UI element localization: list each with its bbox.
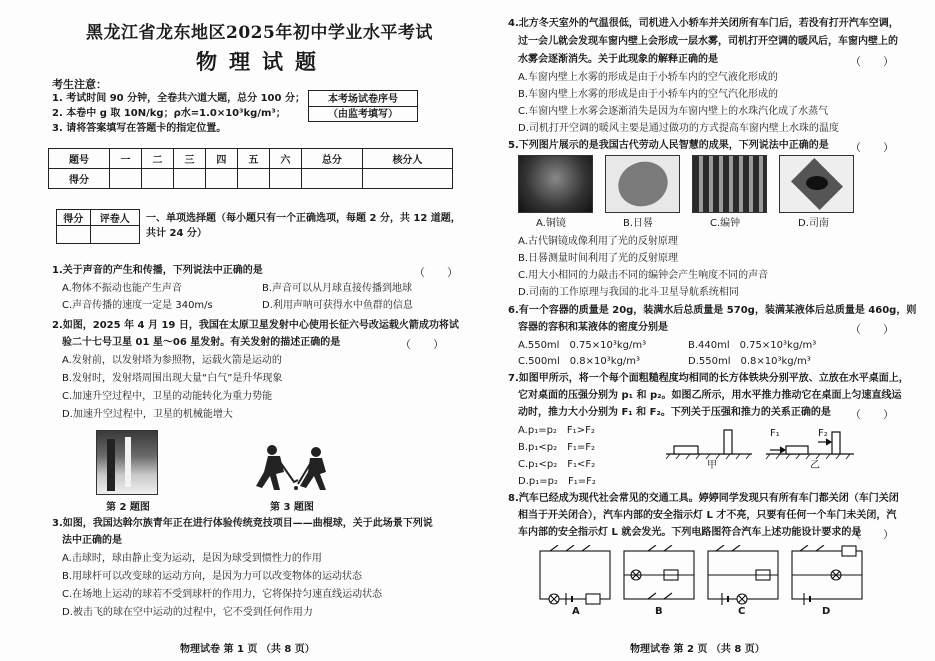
q4-answer-paren: （ ） bbox=[850, 55, 894, 68]
score-header: 四 bbox=[205, 149, 237, 169]
q7-answer-paren: （ ） bbox=[850, 408, 894, 421]
q4-stem-3: 水雾会逐渐消失。关于此现象的解释正确的是 bbox=[518, 54, 718, 65]
q8-label-c: C bbox=[738, 606, 746, 617]
score-row-label: 得分 bbox=[49, 169, 110, 189]
exam-title: 黑龙江省龙东地区2025年初中学业水平考试 bbox=[86, 23, 433, 43]
subject-title: 物理试题 bbox=[196, 49, 328, 74]
seat-box-note: （由监考填写） bbox=[328, 109, 398, 120]
score-header: 一 bbox=[110, 149, 142, 169]
grader-score-cell bbox=[57, 226, 91, 244]
q7-option-c: C.p₁<p₂ F₁<F₂ bbox=[518, 459, 596, 470]
q4-stem-2: 过一会儿就会发现车窗内壁上会形成一层水雾，司机打开空调的暖风后，车窗内壁上的 bbox=[518, 36, 898, 47]
q7-figure-yi-label: 乙 bbox=[810, 460, 820, 471]
page-1-footer: 物理试卷 第 1 页 （共 8 页） bbox=[180, 644, 315, 655]
notice-heading: 考生注意： bbox=[52, 78, 107, 91]
score-cell bbox=[142, 169, 174, 189]
q6-stem-1: 6.有一个容器的质量是 20g，装满水后总质量是 570g，装满某液体后总质量是 460g，则 bbox=[508, 305, 917, 316]
score-header: 二 bbox=[142, 149, 174, 169]
q7-stem-3: 动时，推力大小分别为 F₁ 和 F₂。下列关于压强和推力的关系正确的是 bbox=[518, 407, 831, 418]
grader-name-label: 评卷人 bbox=[90, 210, 139, 226]
score-header: 题号 bbox=[49, 149, 110, 169]
q2-option-c: C.加速升空过程中，卫星的动能转化为重力势能 bbox=[62, 391, 273, 402]
section-1-heading-cont: 共计 24 分） bbox=[146, 228, 207, 239]
grader-score-label: 得分 bbox=[57, 210, 91, 226]
rocket-body-icon bbox=[125, 437, 131, 487]
notice-line-1: 1. 考试时间 90 分钟，全卷共六道大题，总分 100 分； bbox=[52, 93, 305, 104]
seat-number-box bbox=[308, 90, 418, 122]
hockey-players-illustration bbox=[250, 442, 340, 496]
q1-stem: 1.关于声音的产生和传播，下列说法中正确的是 bbox=[52, 265, 263, 276]
grader-box bbox=[56, 209, 140, 244]
q7-force-f1-label: F₁ bbox=[770, 428, 780, 439]
score-table-header-row bbox=[49, 149, 453, 169]
fig-2-caption: 第 2 题图 bbox=[106, 502, 150, 513]
q4-option-b: B.车窗内壁上水雾的形成是由于小轿车内的空气汽化形成的 bbox=[518, 89, 779, 100]
q5-answer-paren: （ ） bbox=[850, 141, 894, 154]
q6-option-a: A.550ml 0.75×10³kg/m³ bbox=[518, 340, 647, 351]
q4-option-c: C.车窗内壁上水雾会逐渐消失是因为车窗内壁上的水珠汽化成了水蒸气 bbox=[518, 106, 829, 117]
page-2-footer: 物理试卷 第 2 页 （共 8 页） bbox=[630, 644, 765, 655]
q2-option-a: A.发射前，以发射塔为参照物，运载火箭是运动的 bbox=[62, 355, 282, 366]
q6-stem-2: 容器的容积和某液体的密度分别是 bbox=[518, 322, 668, 333]
score-table-score-row bbox=[49, 169, 453, 189]
q5-caption-c: C.编钟 bbox=[710, 218, 741, 229]
q5-option-d: D.司南的工作原理与我国的北斗卫星导航系统相同 bbox=[518, 287, 739, 298]
q3-stem-2: 法中正确的是 bbox=[62, 535, 122, 546]
q8-circuit-diagrams bbox=[536, 545, 876, 615]
score-header: 核分人 bbox=[362, 149, 452, 169]
q7-option-a: A.p₁=p₂ F₁>F₂ bbox=[518, 425, 595, 436]
score-cell bbox=[205, 169, 237, 189]
score-header: 三 bbox=[173, 149, 205, 169]
score-table bbox=[48, 148, 453, 189]
q4-option-a: A.车窗内壁上水雾的形成是由于小轿车内的空气液化形成的 bbox=[518, 72, 778, 83]
q5-caption-a: A.铜镜 bbox=[536, 218, 566, 229]
q8-stem-3: 车内部的安全指示灯 L 就会发光。下列电路图符合汽车上述功能设计要求的是 bbox=[518, 527, 862, 538]
q5-option-a: A.古代铜镜成像利用了光的反射原理 bbox=[518, 236, 678, 247]
section-1-heading: 一、单项选择题（每小题只有一个正确选项，每题 2 分，共 12 道题， bbox=[146, 213, 461, 224]
bianzhong-bells-photo bbox=[692, 155, 767, 213]
q1-option-d: D.利用声呐可获得水中鱼群的信息 bbox=[262, 300, 413, 311]
q8-answer-paren: （ ） bbox=[850, 528, 894, 541]
score-header: 六 bbox=[269, 149, 301, 169]
q6-option-b: B.440ml 0.75×10³kg/m³ bbox=[688, 340, 817, 351]
q3-option-d: D.被击飞的球在空中运动的过程中，它不受到任何作用力 bbox=[62, 607, 313, 618]
q2-stem-1: 2.如图，2025 年 4 月 19 日，我国在太原卫星发射中心使用长征六号改运载火箭成功将试 bbox=[52, 320, 459, 331]
score-cell bbox=[362, 169, 452, 189]
q8-label-d: D bbox=[822, 606, 831, 617]
q6-answer-paren: （ ） bbox=[850, 323, 894, 336]
q7-figure-jia-label: 甲 bbox=[707, 460, 717, 471]
q2-option-d: D.加速升空过程中，卫星的机械能增大 bbox=[62, 409, 233, 420]
q4-option-d: D.司机打开空调的暖风主要是通过做功的方式提高车窗内壁上水珠的温度 bbox=[518, 123, 839, 134]
q7-block-diagram bbox=[660, 424, 860, 472]
q5-caption-b: B.日晷 bbox=[623, 218, 654, 229]
q8-label-a: A bbox=[572, 606, 580, 617]
score-cell bbox=[237, 169, 269, 189]
seat-box-label: 本考场试卷序号 bbox=[309, 91, 417, 107]
score-header: 总分 bbox=[301, 149, 362, 169]
q3-stem-1: 3.如图，我国达斡尔族青年正在进行体验传统竞技项目——曲棍球，关于此场景下列说 bbox=[52, 518, 433, 529]
q1-option-c: C.声音传播的速度一定是 340m/s bbox=[62, 300, 213, 311]
q7-stem-1: 7.如图甲所示，将一个每个面粗糙程度均相同的长方体铁块分别平放、立放在水平桌面上， bbox=[508, 373, 909, 384]
q3-option-c: C.在场地上运动的球若不受到球杆的作用力，它将保持匀速直线运动状态 bbox=[62, 589, 383, 600]
notice-line-3: 3. 请将答案填写在答题卡的指定位置。 bbox=[52, 123, 227, 134]
q5-stem: 5.下列图片展示的是我国古代劳动人民智慧的成果，下列说法中正确的是 bbox=[508, 140, 829, 151]
notice-line-2: 2. 本卷中 g 取 10N/kg；ρ水=1.0×10³kg/m³； bbox=[52, 108, 286, 119]
q1-option-b: B.声音可以从月球直接传播到地球 bbox=[262, 283, 413, 294]
q8-label-b: B bbox=[655, 606, 663, 617]
q3-option-a: A.击球时，球由静止变为运动，是因为球受到惯性力的作用 bbox=[62, 553, 322, 564]
q2-stem-2: 验二十七号卫星 01 星～06 星发射。有关发射的描述正确的是 bbox=[62, 337, 341, 348]
q7-force-f2-label: F₂ bbox=[818, 428, 828, 439]
score-cell bbox=[110, 169, 142, 189]
q4-stem-1: 4.北方冬天室外的气温很低，司机进入小轿车并关闭所有车门后，若没有打开汽车空调， bbox=[508, 18, 899, 29]
grader-name-cell bbox=[90, 226, 139, 244]
q5-option-b: B.日晷测量时间利用了光的反射原理 bbox=[518, 253, 679, 264]
q2-answer-paren: （ ） bbox=[400, 338, 444, 351]
launch-tower-icon bbox=[107, 439, 115, 491]
q7-option-d: D.p₁=p₂ F₁=F₂ bbox=[518, 476, 596, 487]
q8-stem-1: 8.汽车已经成为现代社会常见的交通工具。婷婷同学发现只有所有车门都关闭（车门关闭 bbox=[508, 493, 899, 504]
exam-page-2 bbox=[470, 0, 935, 661]
score-cell bbox=[301, 169, 362, 189]
score-cell bbox=[269, 169, 301, 189]
q3-option-b: B.用球杆可以改变球的运动方向，是因为力可以改变物体的运动状态 bbox=[62, 571, 363, 582]
q5-option-c: C.用大小相同的力敲击不同的编钟会产生响度不同的声音 bbox=[518, 270, 769, 281]
fig-3-caption: 第 3 题图 bbox=[270, 502, 314, 513]
score-cell bbox=[173, 169, 205, 189]
q8-stem-2: 相当于开关闭合），汽车内部的安全指示灯 L 才不亮，只要有任何一个车门未关闭，汽 bbox=[518, 510, 897, 521]
q2-option-b: B.发射时，发射塔周围出现大量“白气”是升华现象 bbox=[62, 373, 283, 384]
bronze-mirror-photo bbox=[518, 155, 593, 213]
sinan-compass-photo bbox=[779, 155, 854, 213]
q6-option-d: D.550ml 0.8×10³kg/m³ bbox=[688, 356, 811, 367]
q7-stem-2: 它对桌面的压强分别为 p₁ 和 p₂。如图乙所示，用水平推力推动它在桌面上匀速直线运 bbox=[518, 390, 902, 401]
q5-caption-d: D.司南 bbox=[798, 218, 829, 229]
rocket-launch-photo bbox=[96, 430, 158, 495]
sundial-photo bbox=[605, 155, 680, 213]
q1-option-a: A.物体不振动也能产生声音 bbox=[62, 283, 182, 294]
q6-option-c: C.500ml 0.8×10³kg/m³ bbox=[518, 356, 641, 367]
q7-option-b: B.p₁<p₂ F₁=F₂ bbox=[518, 442, 596, 453]
score-header: 五 bbox=[237, 149, 269, 169]
q1-answer-paren: （ ） bbox=[414, 266, 458, 279]
